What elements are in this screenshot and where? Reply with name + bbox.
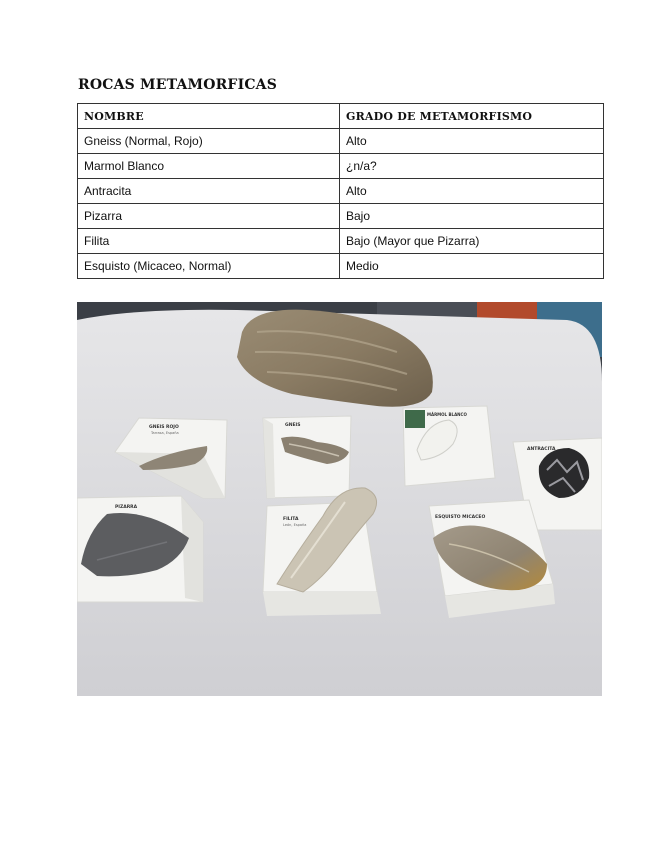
rocks-table (77, 103, 604, 279)
box-label-antracita: ANTRACITA (527, 447, 556, 452)
table-row (78, 204, 604, 229)
cell-nombre: Gneiss (Normal, Rojo) (78, 129, 340, 154)
sample-box-gneis (263, 416, 351, 498)
cell-grado: Medio (340, 254, 604, 279)
cell-nombre: Antracita (78, 179, 340, 204)
sample-box-filita (263, 488, 381, 616)
header-grado: GRADO DE METAMORFISMO (340, 104, 604, 129)
cell-grado: Alto (340, 179, 604, 204)
box-sublabel-filita: León, España (283, 523, 307, 527)
box-sublabel-gneis-rojo: Tarrasa, España (151, 431, 179, 435)
cell-nombre: Esquisto (Micaceo, Normal) (78, 254, 340, 279)
page-title: ROCAS METAMORFICAS (78, 77, 278, 93)
box-label-esquisto: ESQUISTO MICACEO (435, 515, 486, 520)
table-header-row (78, 104, 604, 129)
sample-box-pizarra (77, 496, 203, 602)
box-label-gneis: GNEIS (285, 423, 301, 428)
cell-grado: Alto (340, 129, 604, 154)
table-row (78, 179, 604, 204)
cell-grado: Bajo (Mayor que Pizarra) (340, 229, 604, 254)
box-label-gneis-rojo: GNEIS ROJO (149, 425, 179, 430)
table-row (78, 254, 604, 279)
cell-grado: Bajo (340, 204, 604, 229)
box-label-marmol: MÁRMOL BLANCO (427, 412, 467, 417)
box-label-filita: FILITA (283, 517, 299, 522)
cell-nombre: Marmol Blanco (78, 154, 340, 179)
cell-grado: ¿n/a? (340, 154, 604, 179)
sample-box-marmol (403, 406, 495, 486)
rock-samples-photo (77, 302, 602, 696)
table-row (78, 229, 604, 254)
table-row (78, 154, 604, 179)
header-nombre: NOMBRE (78, 104, 340, 129)
cell-nombre: Pizarra (78, 204, 340, 229)
cell-nombre: Filita (78, 229, 340, 254)
table-row (78, 129, 604, 154)
box-label-pizarra: PIZARRA (115, 505, 138, 510)
